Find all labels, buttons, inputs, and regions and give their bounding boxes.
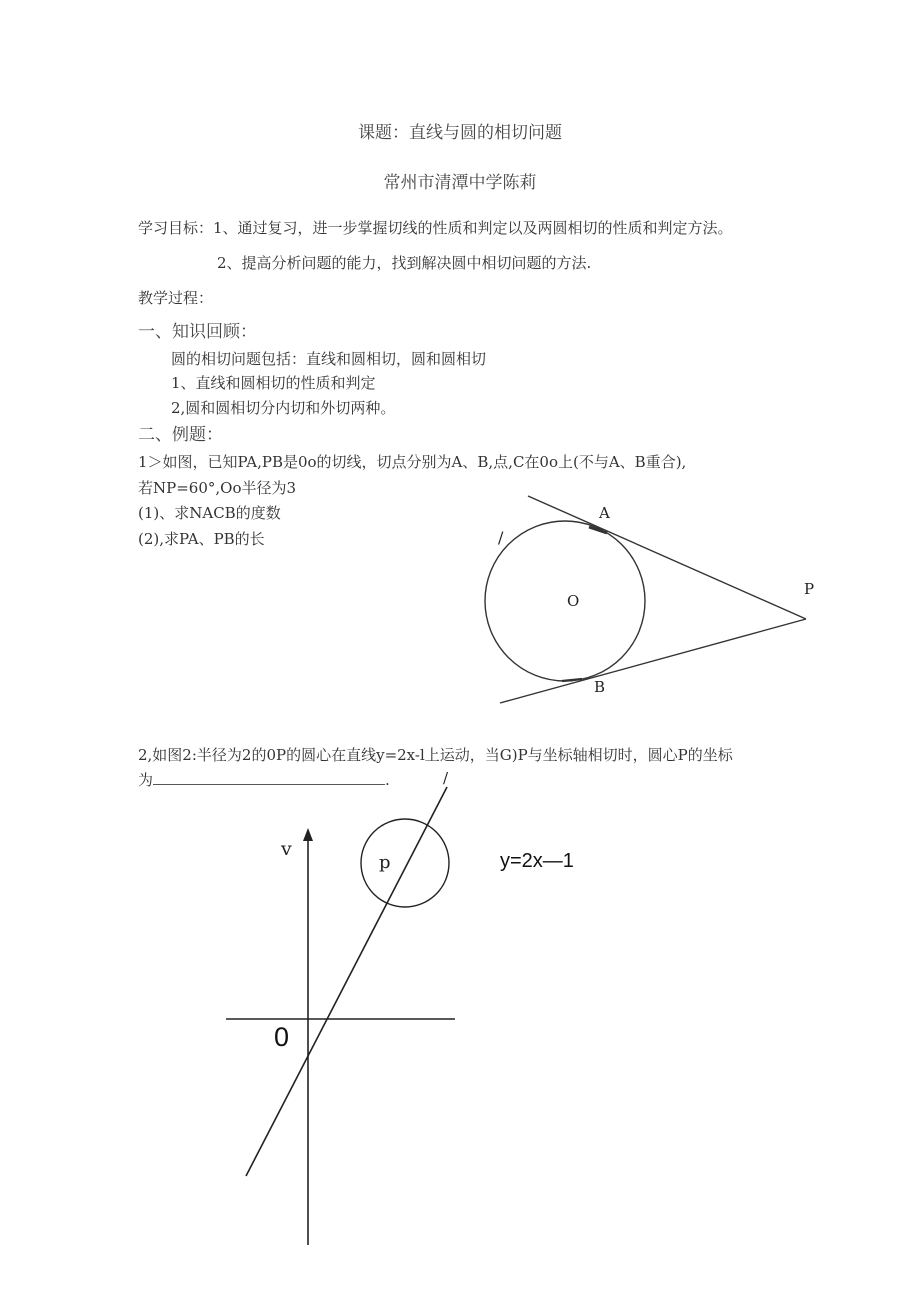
example-1-line-2: 若NP=60°,Oo半径为3 [138,479,297,497]
label-y-axis: v [281,838,292,860]
tangent-line-pb [500,619,806,703]
goal-1: 1、通过复习，进一步掌握切线的性质和判定以及两圆相切的性质和判定方法。 [213,219,733,237]
label-line-equation: y=2x—1 [500,850,574,872]
label-origin: 0 [274,1022,290,1052]
circle-o [485,521,645,681]
section-1-heading: 一、知识回顾： [138,322,257,342]
y-axis-arrow-icon [303,828,313,841]
section-1-line-2: 1、直线和圆相切的性质和判定 [171,374,376,392]
label-p: P [804,580,815,598]
example-1-line-1: 1＞如图，已知PA,PB是0o的切线，切点分别为A、B,点,C在0o上(不与A、B重合), [138,453,687,471]
label-o: O [567,592,580,610]
circle-p [361,819,449,907]
answer-suffix: . [385,771,390,789]
answer-prefix: 为 [138,771,154,789]
section-1-line-3: 2,圆和圆相切分内切和外切两种。 [171,399,396,417]
author-line: 常州市清潭中学陈莉 [383,173,537,193]
section-1-line-1: 圆的相切问题包括：直线和圆相切，圆和圆相切 [171,350,487,368]
process-label: 教学过程： [138,289,214,307]
section-2-heading: 二、例题： [138,425,223,445]
label-a: A [599,504,610,522]
example-1-question-1: (1)、求NACB的度数 [138,504,281,522]
example-2-line-1: 2,如图2:半径为2的0P的圆心在直线y=2x-l上运动，当G)P与坐标轴相切时，圆心P的坐标 [138,746,733,764]
label-b: B [594,678,606,696]
goal-label: 学习目标： [138,219,214,237]
label-line-tick: / [443,769,449,787]
label-p-center: p [379,852,391,873]
label-c-mark: / [498,528,504,547]
line-y-2x-1 [246,787,447,1176]
figure-2-coordinate-system [226,787,455,1245]
figure-1-tangent-lines [485,496,806,703]
goal-2: 2、提高分析问题的能力，找到解决圆中相切问题的方法. [217,254,592,272]
page-title: 课题：直线与圆的相切问题 [358,123,562,143]
example-1-question-2: (2),求PA、PB的长 [138,530,265,548]
